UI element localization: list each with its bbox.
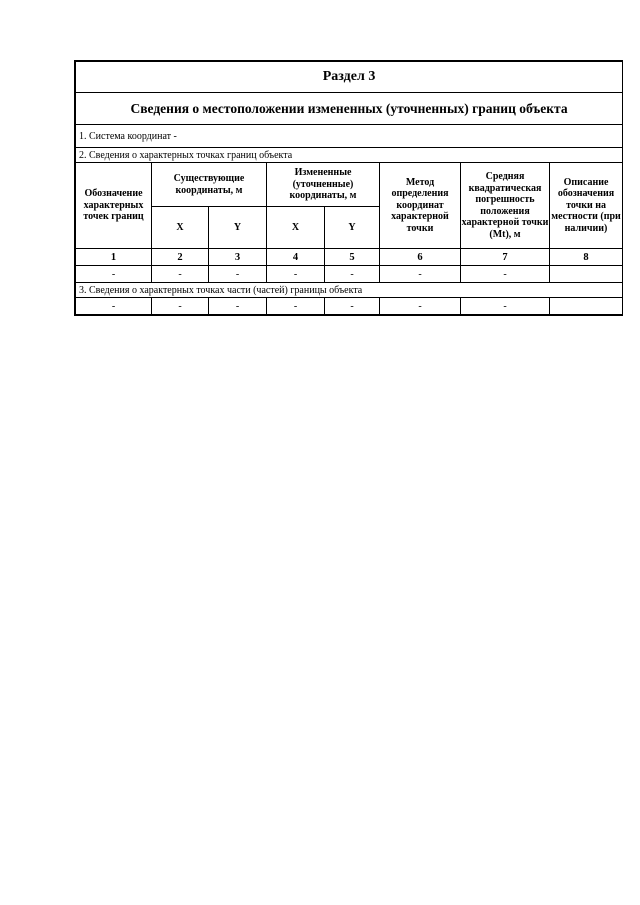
- table-cell: -: [76, 298, 152, 315]
- char-points-label: 2. Сведения о характерных точках границ объекта: [76, 148, 623, 163]
- header-changed-coords: Измененные (уточненные) координаты, м: [267, 163, 380, 207]
- table-cell: [550, 266, 623, 283]
- table-cell: -: [76, 266, 152, 283]
- column-number: 8: [550, 249, 623, 266]
- table-cell: -: [267, 298, 325, 315]
- header-existing-coords: Существующие координаты, м: [152, 163, 267, 207]
- table-cell: -: [380, 298, 461, 315]
- header-changed-x: X: [267, 207, 325, 249]
- header-row-top: [76, 163, 623, 207]
- table-cell: -: [325, 298, 380, 315]
- table-row: [76, 298, 623, 315]
- table-cell: -: [461, 266, 550, 283]
- table-cell: -: [152, 266, 209, 283]
- part-points-row: [76, 283, 623, 298]
- table-cell: -: [325, 266, 380, 283]
- column-number: 3: [209, 249, 267, 266]
- section-title: Раздел 3: [76, 62, 623, 93]
- document-frame: [74, 60, 623, 316]
- header-method: Метод определения координат характерной точки: [380, 163, 461, 249]
- column-number: 7: [461, 249, 550, 266]
- column-number: 6: [380, 249, 461, 266]
- header-error: Средняя квадратическая погрешность положения характерной точки (Mt), м: [461, 163, 550, 249]
- column-number: 2: [152, 249, 209, 266]
- section-table: [75, 61, 623, 315]
- column-number: 5: [325, 249, 380, 266]
- table-cell: -: [461, 298, 550, 315]
- header-existing-x: X: [152, 207, 209, 249]
- column-number: 4: [267, 249, 325, 266]
- column-number: 1: [76, 249, 152, 266]
- char-points-row: [76, 148, 623, 163]
- header-existing-y: Y: [209, 207, 267, 249]
- table-row: [76, 266, 623, 283]
- section-subtitle: Сведения о местоположении измененных (уточненных) границ объекта: [76, 93, 623, 125]
- table-cell: -: [209, 298, 267, 315]
- column-number-row: [76, 249, 623, 266]
- table-cell: -: [152, 298, 209, 315]
- header-point-designation: Обозначение характерных точек границ: [76, 163, 152, 249]
- coord-system-label: 1. Система координат -: [76, 125, 623, 148]
- coord-system-row: [76, 125, 623, 148]
- table-cell: -: [267, 266, 325, 283]
- section-title-row: [76, 62, 623, 93]
- header-description: Описание обозначения точки на местности (при наличии): [550, 163, 623, 249]
- header-changed-y: Y: [325, 207, 380, 249]
- table-cell: [550, 298, 623, 315]
- section-subtitle-row: [76, 93, 623, 125]
- table-cell: -: [209, 266, 267, 283]
- table-cell: -: [380, 266, 461, 283]
- part-points-label: 3. Сведения о характерных точках части (частей) границы объекта: [76, 283, 623, 298]
